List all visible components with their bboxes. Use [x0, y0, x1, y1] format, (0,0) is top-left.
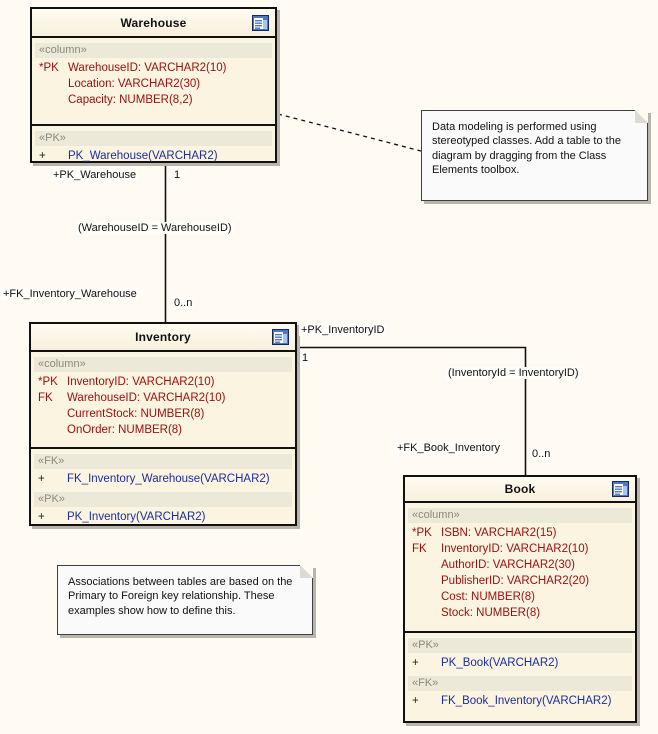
column-row: PublisherID: VARCHAR2(20) — [441, 575, 590, 587]
column-row: *PK WarehouseID: VARCHAR2(10) — [39, 62, 227, 74]
table-document-icon — [252, 15, 269, 31]
table-warehouse[interactable] — [30, 7, 277, 163]
note-fold-corner — [635, 110, 648, 123]
table-book-header — [405, 477, 635, 503]
table-document-icon — [612, 481, 629, 497]
role-label-fk-inventory-warehouse: +FK_Inventory_Warehouse — [3, 288, 137, 300]
table-inventory-keys — [31, 447, 295, 525]
table-inventory[interactable] — [29, 322, 297, 526]
stereotype-pk: «PK» — [408, 637, 632, 653]
note-fold-corner — [300, 565, 313, 578]
column-row: Stock: NUMBER(8) — [441, 607, 541, 619]
role-label-pk-warehouse: +PK_Warehouse — [53, 169, 137, 181]
multiplicity-label: 1 — [174, 169, 181, 181]
join-condition-label: (WarehouseID = WarehouseID) — [78, 222, 232, 234]
multiplicity-label: 0..n — [532, 448, 551, 460]
column-row: FK WarehouseID: VARCHAR2(10) — [38, 392, 226, 404]
multiplicity-label: 0..n — [174, 297, 193, 309]
column-row: *PK InventoryID: VARCHAR2(10) — [38, 376, 215, 388]
notelink-warehouse-note[interactable] — [278, 114, 421, 151]
role-label-pk-inventoryid: +PK_InventoryID — [301, 324, 385, 336]
column-row: Cost: NUMBER(8) — [441, 591, 535, 603]
table-warehouse-keys — [32, 124, 275, 164]
table-book-keys — [405, 631, 635, 721]
table-warehouse-columns — [32, 38, 275, 124]
multiplicity-label: 1 — [302, 352, 309, 364]
table-inventory-columns — [31, 352, 295, 447]
key-row: + PK_Warehouse(VARCHAR2) — [39, 150, 218, 162]
column-row: CurrentStock: NUMBER(8) — [67, 408, 205, 420]
key-row: + PK_Book(VARCHAR2) — [412, 657, 559, 669]
table-document-icon — [272, 329, 289, 345]
note-text: Data modeling is performed using stereotyped classes. Add a table to the diagram by dragging from the Class Elements toolbox. — [432, 121, 621, 176]
key-row: + PK_Inventory(VARCHAR2) — [38, 511, 206, 523]
note-associations[interactable] — [57, 565, 313, 635]
join-condition-label: (InventoryId = InventoryID) — [448, 367, 579, 379]
column-row: Capacity: NUMBER(8,2) — [68, 94, 193, 106]
table-book[interactable] — [403, 475, 637, 723]
stereotype-column: «column» — [408, 507, 632, 523]
column-row: AuthorID: VARCHAR2(30) — [441, 559, 575, 571]
column-row: *PK ISBN: VARCHAR2(15) — [412, 527, 557, 539]
table-book-columns — [405, 503, 635, 631]
note-text: Associations between tables are based on the Primary to Foreign key relationship. These examples show how to define this. — [68, 576, 293, 617]
table-warehouse-header — [32, 9, 275, 38]
stereotype-column: «column» — [35, 42, 272, 58]
note-data-modeling[interactable] — [421, 110, 648, 201]
column-row: Location: VARCHAR2(30) — [68, 78, 201, 90]
stereotype-pk: «PK» — [35, 130, 272, 146]
role-label-fk-book-inventory: +FK_Book_Inventory — [397, 442, 501, 454]
key-row: + FK_Book_Inventory(VARCHAR2) — [412, 695, 612, 707]
key-row: + FK_Inventory_Warehouse(VARCHAR2) — [38, 473, 270, 485]
table-title: Book — [504, 482, 536, 496]
table-title: Warehouse — [120, 15, 187, 30]
stereotype-pk: «PK» — [34, 491, 292, 507]
table-inventory-header — [31, 324, 295, 352]
column-row: OnOrder: NUMBER(8) — [67, 424, 183, 436]
stereotype-fk: «FK» — [408, 675, 632, 691]
stereotype-column: «column» — [34, 356, 292, 372]
table-title: Inventory — [135, 330, 191, 344]
stereotype-fk: «FK» — [34, 453, 292, 469]
column-row: FK InventoryID: VARCHAR2(10) — [412, 543, 589, 555]
